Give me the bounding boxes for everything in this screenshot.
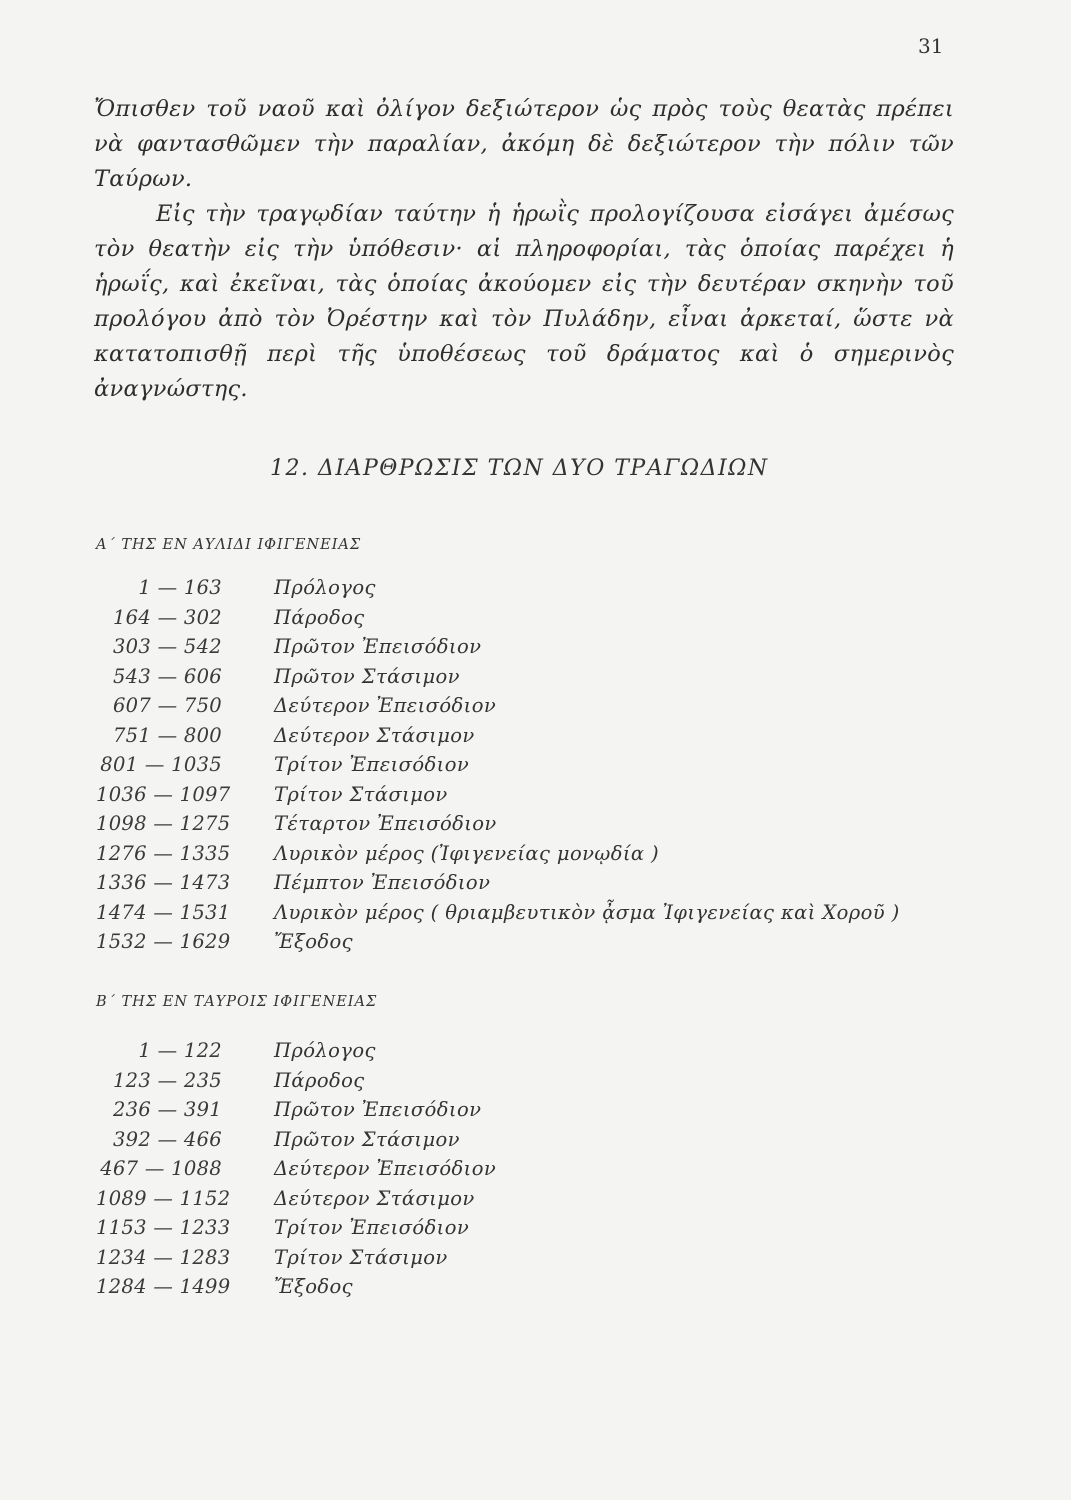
line-range: 1284 — 1499	[96, 1275, 231, 1299]
table-row	[96, 573, 976, 603]
table-row	[96, 1184, 976, 1214]
line-range: 392 — 466	[112, 1127, 222, 1151]
part-name: Πρόλογος	[274, 576, 376, 600]
table-row	[96, 898, 976, 928]
part-name: Δεύτερον Ἐπεισόδιον	[274, 694, 497, 718]
aulis-structure-table	[96, 573, 976, 957]
line-range: 1276 — 1335	[96, 841, 231, 865]
table-row	[96, 662, 976, 692]
line-range: 751 — 800	[112, 723, 222, 747]
part-name: Τρίτον Στάσιμον	[274, 782, 448, 806]
paragraph: Ὄπισθεν τοῦ ναοῦ καὶ ὀλίγον δεξιώτερον ὡς πρὸς τοὺς θεατὰς πρέπει νὰ φαντασθῶμεν τὴν παραλίαν, ἀκόμη δὲ δεξιώτερον τὴν πόλιν τῶν Ταύρων.	[94, 96, 954, 192]
part-name: Τέταρτον Ἐπεισόδιον	[274, 812, 497, 836]
line-range: 1 — 122	[138, 1039, 222, 1063]
table-row	[96, 632, 976, 662]
part-name: Πέμπτον Ἐπεισόδιον	[274, 871, 491, 895]
line-range: 1036 — 1097	[96, 782, 231, 806]
part-name: Τρίτον Ἐπεισόδιον	[274, 753, 470, 777]
table-row	[96, 691, 976, 721]
table-row	[96, 780, 976, 810]
table-row	[96, 927, 976, 957]
part-name: Πρῶτον Στάσιμον	[274, 664, 460, 688]
line-range: 1532 — 1629	[96, 930, 231, 954]
part-name: Πρόλογος	[274, 1039, 376, 1063]
part-name: Πρῶτον Στάσιμον	[274, 1127, 460, 1151]
tauris-structure-table	[96, 1036, 976, 1302]
line-range: 467 — 1088	[100, 1157, 222, 1181]
line-range: 801 — 1035	[100, 753, 222, 777]
part-name: Τρίτον Ἐπεισόδιον	[274, 1216, 470, 1240]
line-range: 543 — 606	[112, 664, 222, 688]
tauris-heading: Β΄ ΤΗΣ ΕΝ ΤΑΥΡΟΙΣ ΙΦΙΓΕΝΕΙΑΣ	[96, 994, 378, 1010]
line-range: 1153 — 1233	[96, 1216, 231, 1240]
paragraph: Εἰς τὴν τραγῳδίαν ταύτην ἡ ἡρωῒς προλογίζουσα εἰσάγει ἀμέσως τὸν θεατὴν εἰς τὴν ὑπόθεσιν· αἱ πληροφορίαι, τὰς ὁποίας παρέχει ἡ ἡρωΐς, καὶ ἐκεῖναι, τὰς ὁποίας ἀκούομεν εἰς τὴν δευτέραν σκηνὴν τοῦ προλόγου ἀπὸ τὸν Ὀρέστην καὶ τὸν Πυλάδην, εἶναι ἀρκεταί, ὥστε νὰ κατατοπισθῇ περὶ τῆς ὑποθέσεως τοῦ δράματος καὶ ὁ σημερινὸς ἀναγνώστης.	[94, 201, 954, 402]
table-row	[96, 1066, 976, 1096]
part-name: Λυρικὸν μέρος ( θριαμβευτικὸν ᾆσμα Ἰφιγενείας καὶ Χοροῦ )	[274, 900, 900, 924]
table-row	[96, 1154, 976, 1184]
table-row	[96, 809, 976, 839]
section-title: 12. ΔΙΑΡΘΡΩΣΙΣ ΤΩΝ ΔΥΟ ΤΡΑΓΩΔΙΩΝ	[270, 456, 769, 481]
part-name: Ἔξοδος	[274, 1275, 353, 1299]
aulis-heading: Α΄ ΤΗΣ ΕΝ ΑΥΛΙΔΙ ΙΦΙΓΕΝΕΙΑΣ	[96, 537, 362, 553]
table-row	[96, 868, 976, 898]
line-range: 1234 — 1283	[96, 1245, 231, 1269]
page-number: 31	[918, 34, 944, 58]
part-name: Πάροδος	[274, 1068, 365, 1092]
part-name: Δεύτερον Στάσιμον	[274, 723, 475, 747]
line-range: 607 — 750	[112, 694, 222, 718]
line-range: 1336 — 1473	[96, 871, 231, 895]
line-range: 1089 — 1152	[96, 1186, 231, 1210]
line-range: 1098 — 1275	[96, 812, 231, 836]
part-name: Τρίτον Στάσιμον	[274, 1245, 448, 1269]
line-range: 1474 — 1531	[96, 900, 231, 924]
table-row	[96, 721, 976, 751]
line-range: 123 — 235	[112, 1068, 222, 1092]
part-name: Πάροδος	[274, 605, 365, 629]
body-text	[94, 92, 954, 407]
part-name: Πρῶτον Ἐπεισόδιον	[274, 635, 482, 659]
table-row	[96, 839, 976, 869]
part-name: Δεύτερον Στάσιμον	[274, 1186, 475, 1210]
part-name: Λυρικὸν μέρος (Ἰφιγενείας μονῳδία )	[274, 841, 660, 865]
line-range: 236 — 391	[112, 1098, 222, 1122]
table-row	[96, 1095, 976, 1125]
line-range: 164 — 302	[112, 605, 222, 629]
part-name: Πρῶτον Ἐπεισόδιον	[274, 1098, 482, 1122]
table-row	[96, 1243, 976, 1273]
line-range: 303 — 542	[112, 635, 222, 659]
part-name: Δεύτερον Ἐπεισόδιον	[274, 1157, 497, 1181]
table-row	[96, 1213, 976, 1243]
part-name: Ἔξοδος	[274, 930, 353, 954]
line-range: 1 — 163	[138, 576, 222, 600]
table-row	[96, 750, 976, 780]
table-row	[96, 1272, 976, 1302]
table-row	[96, 1125, 976, 1155]
table-row	[96, 603, 976, 633]
table-row	[96, 1036, 976, 1066]
